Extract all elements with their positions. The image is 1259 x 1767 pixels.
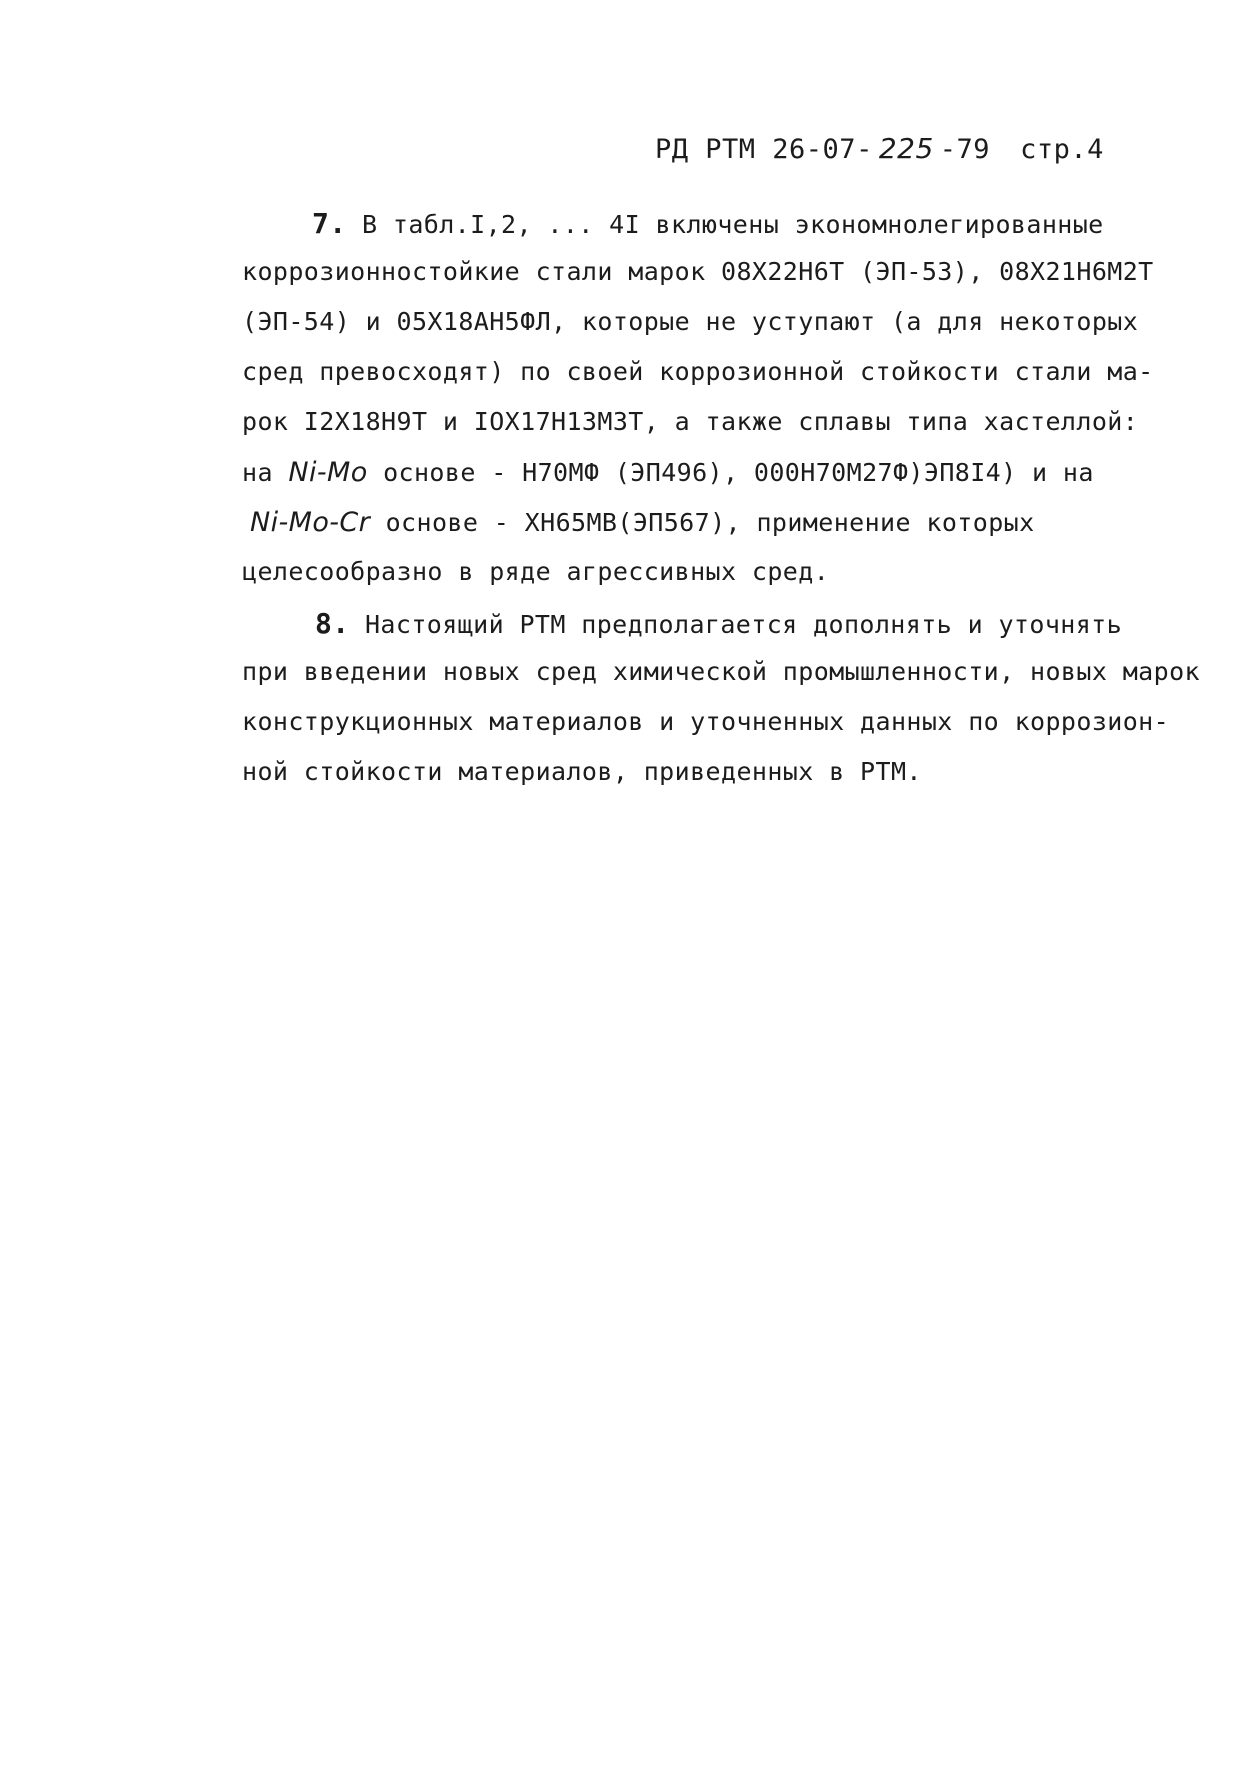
line-6-prefix: на	[242, 458, 289, 487]
paragraph-7-line-2: коррозионностойкие стали марок 08Х22Н6Т (ЭП-53), 08Х21Н6М2Т	[242, 257, 1154, 286]
doc-code-prefix: РД РТМ 26-07-	[655, 134, 873, 165]
paragraph-7-text: В табл.I,2, ... 4I включены экономнолегированные	[346, 210, 1104, 239]
page-number: стр.4	[1020, 134, 1104, 165]
paragraph-7-line-6	[242, 457, 1094, 488]
paragraph-8-line-4: ной стойкости материалов, приведенных в РТМ.	[242, 757, 922, 786]
paragraph-8-line-2: при введении новых сред химической промышленности, новых марок	[242, 657, 1200, 686]
paragraph-7-line-3: (ЭП-54) и 05Х18АН5ФЛ, которые не уступают (а для некоторых	[242, 307, 1139, 336]
line-7-rest: основе - ХН65МВ(ЭП567), применение которых	[370, 508, 1035, 537]
paragraph-7-line-1	[312, 207, 1104, 240]
paragraph-7-number: 7.	[312, 207, 347, 240]
paragraph-7-line-4: сред превосходят) по своей коррозионной стойкости стали ма-	[242, 357, 1154, 386]
paragraph-8-line-1	[315, 607, 1122, 640]
line-6-rest: основе - Н70МФ (ЭП496), 000Н70М27Ф)ЭП8I4) и на	[367, 458, 1094, 487]
paragraph-8-line-3: конструкционных материалов и уточненных данных по коррозион-	[242, 707, 1170, 736]
paragraph-8-text: Настоящий РТМ предполагается дополнять и уточнять	[349, 610, 1123, 639]
paragraph-7-line-8: целесообразно в ряде агрессивных сред.	[242, 557, 830, 586]
alloy-base-handwritten: Ni-Mo	[288, 457, 368, 488]
paragraph-8-number: 8.	[315, 607, 350, 640]
paragraph-7-line-5: рок I2Х18Н9Т и IOХ17Н13М3Т, а также сплавы типа хастеллой:	[242, 407, 1139, 436]
document-header	[655, 132, 1104, 165]
doc-number-handwritten: 225	[878, 132, 934, 165]
paragraph-7-line-7	[250, 507, 1035, 538]
doc-code-suffix: -79	[939, 134, 991, 165]
alloy-base-handwritten-2: Ni-Mo-Cr	[250, 507, 371, 538]
